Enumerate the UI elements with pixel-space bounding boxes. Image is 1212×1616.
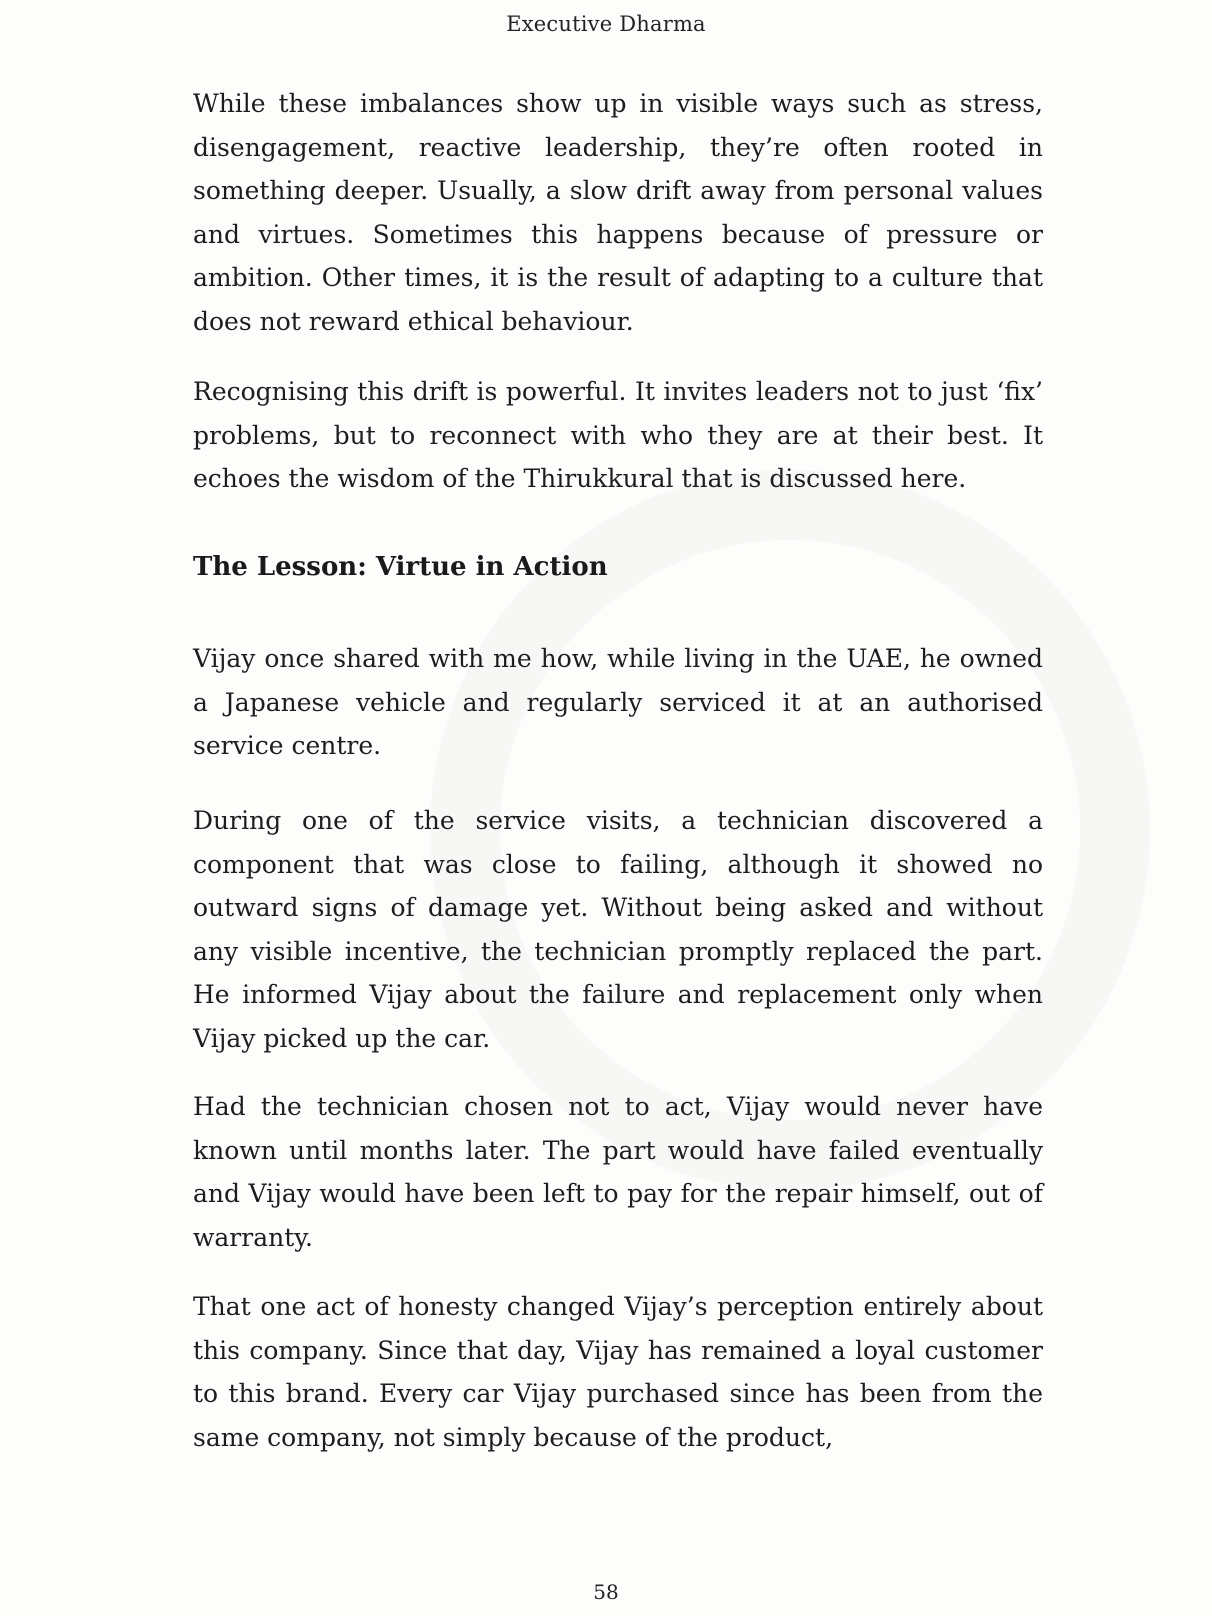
paragraph-act-of-honesty: That one act of honesty changed Vijay’s perception entirely about this company. Since that day, Vijay has remained a loyal customer to this brand. Every car Vijay purchased since has been from the same company, not simply because of the product, — [193, 1292, 1043, 1452]
running-header: Executive Dharma — [506, 12, 706, 36]
paragraph-service-visit: During one of the service visits, a technician discovered a component that was close to failing, although it showed no outward signs of damage yet. Without being asked and without any visible incentive, the technician promptly replaced the part. He informed Vijay about the failure and replacement only when Vijay picked up the car. — [193, 806, 1043, 1053]
paragraph-recognising-drift: Recognising this drift is powerful. It invites leaders not to just ‘fix’ problems, but to reconnect with who they are at their best. It echoes the wisdom of the Thirukkural that is discussed here. — [193, 377, 1043, 494]
paragraph-imbalances: While these imbalances show up in visible ways such as stress, disengagement, reactive leadership, they’re often rooted in something deeper. Usually, a slow drift away from personal values and virtues. Sometimes this happens because of pressure or ambition. Other times, it is the result of adapting to a culture that does not reward ethical behaviour. — [193, 89, 1043, 336]
section-heading: The Lesson: Virtue in Action — [193, 552, 608, 582]
paragraph-had-technician: Had the technician chosen not to act, Vijay would never have known until months later. The part would have failed eventually and Vijay would have been left to pay for the repair himself, out of warranty. — [193, 1092, 1043, 1252]
page-number: 58 — [593, 1580, 619, 1604]
paragraph-vijay-vehicle: Vijay once shared with me how, while living in the UAE, he owned a Japanese vehicle and regularly serviced it at an authorised service centre. — [193, 644, 1043, 761]
